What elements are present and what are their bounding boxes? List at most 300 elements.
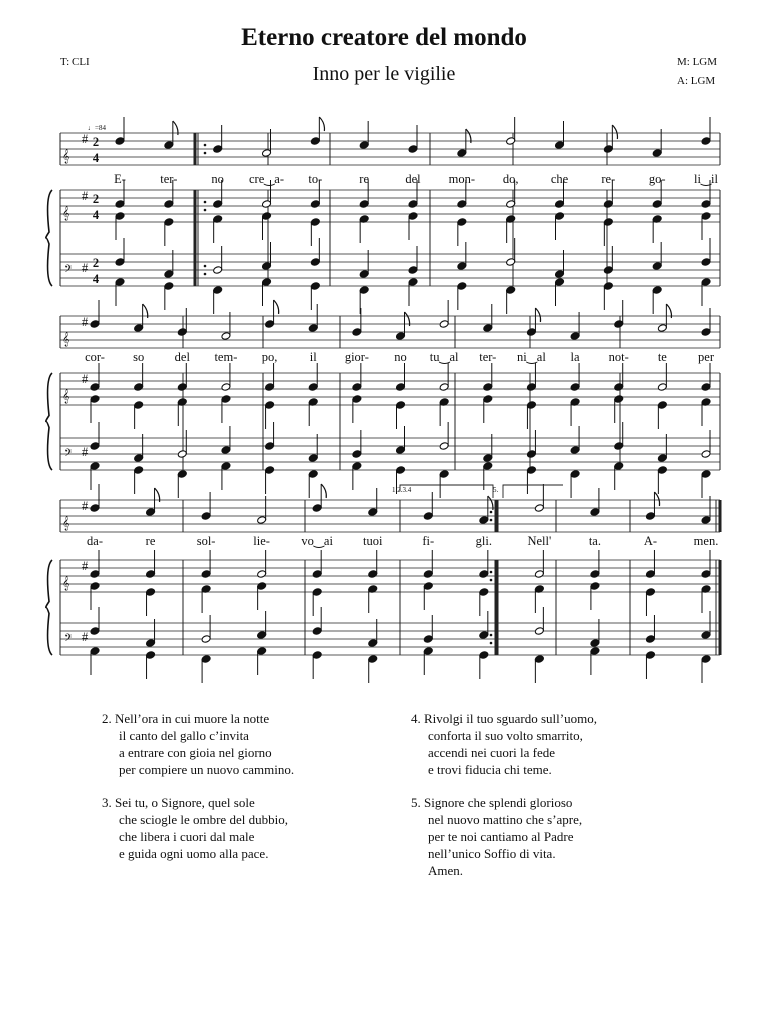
stanza-line: conforta il suo volto smarrito, <box>428 728 583 743</box>
piano-treble-alto-note <box>115 212 125 221</box>
piano-treble-note <box>310 200 320 209</box>
repeat-dot <box>490 579 493 582</box>
voice-note <box>483 324 493 333</box>
piano-bass-note <box>534 655 544 664</box>
repeat-dot <box>490 519 493 522</box>
piano-treble-alto-note <box>134 401 144 410</box>
repeat-dot <box>204 152 207 155</box>
piano-bass-tenor-note <box>506 258 516 267</box>
lyric-syllable: no <box>211 172 224 186</box>
lyric-syllable: not- <box>608 350 629 364</box>
treble-clef-icon: 𝄞 <box>62 206 70 220</box>
lyric-syllable: te <box>657 350 667 364</box>
piano-treble-alto-note <box>265 401 275 410</box>
stanza-line: e trovi fiducia chi teme. <box>428 762 552 777</box>
voice-note <box>652 149 662 158</box>
piano-bass-note <box>262 278 272 287</box>
piano-bass-tenor-note <box>614 442 624 451</box>
piano-treble-note <box>570 383 580 392</box>
piano-treble-alto-note <box>457 218 467 227</box>
piano-bass-tenor-note <box>213 266 223 275</box>
piano-treble-alto-note <box>408 212 418 221</box>
voice-note <box>352 328 362 337</box>
piano-bass-tenor-note <box>534 627 544 636</box>
voice-note <box>590 508 600 517</box>
voice-note <box>221 332 231 341</box>
piano-treble-alto-note <box>657 401 667 410</box>
piano-treble-alto-note <box>312 588 322 597</box>
voice-note <box>614 320 624 329</box>
lyric-syllable: cor- <box>85 350 105 364</box>
piano-treble-note <box>534 570 544 579</box>
piano-bass-note <box>570 470 580 479</box>
piano-treble-note <box>265 383 275 392</box>
lyric-syllable: che <box>550 172 569 186</box>
piano-treble-note <box>614 383 624 392</box>
piano-treble-note <box>146 570 156 579</box>
piano-treble-note <box>483 383 493 392</box>
voice-note <box>312 504 322 513</box>
piano-bass-note <box>701 655 711 664</box>
lyric-syllable: la <box>570 350 580 364</box>
piano-bass-tenor-note <box>257 631 267 640</box>
piano-bass-note <box>701 278 711 287</box>
lyric-syllable: vo‿ai <box>301 534 333 548</box>
piano-treble-note <box>308 383 318 392</box>
lyric-syllable: tem- <box>214 350 238 364</box>
voice-note <box>115 137 125 146</box>
brace <box>46 560 52 655</box>
piano-bass-tenor-note <box>368 639 378 648</box>
piano-bass-note <box>164 282 174 291</box>
piano-treble-note <box>423 570 433 579</box>
lyric-syllable: re <box>145 534 156 548</box>
piano-bass-tenor-note <box>221 446 231 455</box>
piano-bass-note <box>115 278 125 287</box>
volta-1-label: 1.2.3.4 <box>392 486 412 494</box>
piano-bass-tenor-note <box>396 446 406 455</box>
piano-treble-note <box>396 383 406 392</box>
piano-treble-note <box>115 200 125 209</box>
lyric-syllable: re <box>359 172 370 186</box>
piano-bass-note <box>614 462 624 471</box>
piano-bass-tenor-note <box>555 270 565 279</box>
voice-note <box>201 512 211 521</box>
piano-bass-note <box>479 651 489 660</box>
voice-note <box>257 516 267 525</box>
stanza-5 <box>411 794 582 879</box>
bass-clef-icon: 𝄢 <box>64 632 73 646</box>
flag <box>654 492 659 506</box>
voice-note <box>534 504 544 513</box>
time-signature-top: 2 <box>92 135 100 149</box>
voice-note <box>701 516 711 525</box>
voice-note <box>701 137 711 146</box>
piano-bass-note <box>146 651 156 660</box>
piano-bass-tenor-note <box>652 262 662 271</box>
lyric-syllable: ter- <box>160 172 178 186</box>
piano-bass-note <box>590 647 600 656</box>
lyric-syllable: il <box>309 350 317 364</box>
voice-note <box>439 320 449 329</box>
voice-note <box>368 508 378 517</box>
piano-bass-note <box>257 647 267 656</box>
treble-clef-icon: 𝄞 <box>62 516 70 530</box>
piano-bass-tenor-note <box>201 635 211 644</box>
piano-treble-note <box>590 570 600 579</box>
piano-bass-tenor-note <box>423 635 433 644</box>
voice-note <box>479 516 489 525</box>
flag <box>535 308 540 322</box>
piano-treble-note <box>439 383 449 392</box>
stanza-line: che sciogle le ombre del dubbio, <box>119 812 288 827</box>
stanza-line: 5. Signore che splendi glorioso <box>411 795 573 810</box>
piano-treble-note <box>555 200 565 209</box>
treble-clef-icon: 𝄞 <box>62 576 70 590</box>
lyric-syllable: so <box>133 350 145 364</box>
stanza-line: nel nuovo mattino che s’apre, <box>428 812 583 827</box>
piano-treble-note <box>90 383 100 392</box>
piano-bass-tenor-note <box>312 627 322 636</box>
piano-treble-alto-note <box>645 588 655 597</box>
piano-treble-alto-note <box>310 218 320 227</box>
piano-treble-note <box>359 200 369 209</box>
piano-treble-alto-note <box>257 582 267 591</box>
stanza-line: a entrare con gioia nel giorno <box>119 745 272 760</box>
voice-note <box>359 141 369 150</box>
piano-treble-note <box>312 570 322 579</box>
piano-treble-note <box>262 200 272 209</box>
piano-bass-tenor-note <box>310 258 320 267</box>
piano-bass-note <box>439 470 449 479</box>
piano-bass-note <box>308 470 318 479</box>
lyric-syllable: del <box>405 172 421 186</box>
piano-treble-note <box>221 383 231 392</box>
voice-note <box>657 324 667 333</box>
key-signature-sharp-icon: # <box>82 372 89 386</box>
voice-note <box>645 512 655 521</box>
voice-note <box>396 332 406 341</box>
piano-bass-tenor-note <box>603 266 613 275</box>
piano-bass-note <box>506 286 516 295</box>
piano-bass-note <box>201 655 211 664</box>
repeat-dot <box>490 511 493 514</box>
piano-bass-note <box>213 286 223 295</box>
lyric-syllable: men. <box>693 534 719 548</box>
piano-treble-alto-note <box>352 395 362 404</box>
lyric-syllable: to- <box>308 172 323 186</box>
voice-note <box>90 504 100 513</box>
volta-bracket-1 <box>400 485 493 498</box>
piano-treble-note <box>645 570 655 579</box>
key-signature-sharp-icon: # <box>82 132 89 146</box>
piano-bass-tenor-note <box>177 450 187 459</box>
stanza-line: per te noi cantiamo al Padre <box>428 829 574 844</box>
piano-bass-tenor-note <box>457 262 467 271</box>
voice-note <box>90 320 100 329</box>
piano-bass-note <box>221 462 231 471</box>
bass-clef-icon: 𝄢 <box>64 263 73 277</box>
volta-2-label: 5. <box>493 486 499 494</box>
piano-treble-alto-note <box>90 582 100 591</box>
piano-bass-tenor-note <box>408 266 418 275</box>
piano-treble-note <box>213 200 223 209</box>
stanza-line: per compiere un nuovo cammino. <box>119 762 295 777</box>
piano-treble-alto-note <box>262 212 272 221</box>
voice-note <box>134 324 144 333</box>
piano-bass-tenor-note <box>483 454 493 463</box>
piano-treble-note <box>657 383 667 392</box>
voice-note <box>164 141 174 150</box>
lyric-syllable: lie- <box>253 534 270 548</box>
piano-bass-note <box>359 286 369 295</box>
lyric-syllable: A- <box>643 534 658 548</box>
piano-bass-note <box>457 282 467 291</box>
bass-clef-icon: 𝄢 <box>64 447 73 461</box>
time-signature-top: 2 <box>92 192 100 206</box>
piano-bass-tenor-note <box>526 450 536 459</box>
lyric-syllable: li‿il <box>694 172 718 186</box>
piano-bass-tenor-note <box>352 450 362 459</box>
piano-bass-note <box>265 466 275 475</box>
piano-bass-note <box>352 462 362 471</box>
piano-treble-note <box>701 383 711 392</box>
piano-treble-alto-note <box>614 395 624 404</box>
piano-bass-tenor-note <box>164 270 174 279</box>
piano-bass-note <box>657 466 667 475</box>
piano-treble-note <box>201 570 211 579</box>
lyric-syllable: tu‿al <box>429 350 459 364</box>
repeat-dot <box>204 209 207 212</box>
piano-treble-note <box>603 200 613 209</box>
piano-treble-note <box>526 383 536 392</box>
time-signature-bottom: 4 <box>92 151 100 165</box>
piano-treble-note <box>457 200 467 209</box>
stanza-line: 3. Sei tu, o Signore, quel sole <box>102 795 255 810</box>
piano-bass-note <box>408 278 418 287</box>
repeat-dot <box>204 273 207 276</box>
lyric-syllable: re- <box>601 172 616 186</box>
key-signature-sharp-icon: # <box>82 315 89 329</box>
tempo-marking: ♩=84 <box>88 124 106 132</box>
piano-bass-note <box>396 466 406 475</box>
piano-treble-note <box>408 200 418 209</box>
voice-note <box>603 145 613 154</box>
piano-bass-tenor-note <box>265 442 275 451</box>
piano-treble-note <box>368 570 378 579</box>
piano-bass-note <box>90 462 100 471</box>
repeat-dot <box>490 571 493 574</box>
key-signature-sharp-icon: # <box>82 261 89 275</box>
piano-treble-alto-note <box>164 218 174 227</box>
key-signature-sharp-icon: # <box>82 559 89 573</box>
key-signature-sharp-icon: # <box>82 189 89 203</box>
piano-bass-note <box>555 278 565 287</box>
piano-bass-tenor-note <box>90 442 100 451</box>
voice-note <box>265 320 275 329</box>
repeat-dot <box>204 144 207 147</box>
piano-bass-tenor-note <box>146 639 156 648</box>
voice-note <box>526 328 536 337</box>
music-credit: M: LGM <box>677 56 718 68</box>
repeat-dot <box>204 265 207 268</box>
piano-bass-tenor-note <box>701 450 711 459</box>
piano-treble-note <box>164 200 174 209</box>
piano-bass-note <box>423 647 433 656</box>
treble-clef-icon: 𝄞 <box>62 332 70 346</box>
piano-bass-tenor-note <box>262 262 272 271</box>
voice-note <box>146 508 156 517</box>
flag <box>321 484 326 498</box>
repeat-dot <box>490 642 493 645</box>
piano-treble-alto-note <box>423 582 433 591</box>
piano-treble-alto-note <box>221 395 231 404</box>
voice-note <box>213 145 223 154</box>
key-signature-sharp-icon: # <box>82 445 89 459</box>
piano-bass-note <box>526 466 536 475</box>
piano-treble-alto-note <box>146 588 156 597</box>
stanza-line: 4. Rivolgi il tuo sguardo sull’uomo, <box>411 711 597 726</box>
piano-treble-alto-note <box>526 401 536 410</box>
treble-clef-icon: 𝄞 <box>62 389 70 403</box>
piano-treble-alto-note <box>603 218 613 227</box>
piano-treble-note <box>506 200 516 209</box>
piano-treble-note <box>479 570 489 579</box>
piano-bass-tenor-note <box>479 631 489 640</box>
stanza-line: il canto del gallo c’invita <box>119 728 249 743</box>
piano-bass-tenor-note <box>701 258 711 267</box>
key-signature-sharp-icon: # <box>82 630 89 644</box>
stanza-3 <box>102 794 288 862</box>
stanza-line: 2. Nell’ora in cui muore la notte <box>102 711 270 726</box>
voice-note <box>308 324 318 333</box>
piano-bass-note <box>134 466 144 475</box>
piano-treble-note <box>177 383 187 392</box>
voice-note <box>457 149 467 158</box>
repeat-dot <box>204 201 207 204</box>
lyric-syllable: fi- <box>422 534 435 548</box>
piano-bass-note <box>312 651 322 660</box>
piano-treble-alto-note <box>396 401 406 410</box>
piano-bass-note <box>483 462 493 471</box>
lyric-syllable: cre‿a- <box>248 172 285 186</box>
voice-note <box>506 137 516 146</box>
piano-bass-tenor-note <box>657 454 667 463</box>
piano-bass-note <box>652 286 662 295</box>
piano-bass-note <box>90 647 100 656</box>
time-signature-top: 2 <box>92 256 100 270</box>
lyric-syllable: no <box>394 350 407 364</box>
piano-treble-note <box>90 570 100 579</box>
lyric-syllable: sol- <box>196 534 216 548</box>
piano-bass-note <box>603 282 613 291</box>
lyric-syllable: ta. <box>588 534 601 548</box>
lyric-syllable: ni‿al <box>517 350 546 364</box>
stanza-2 <box>102 710 294 778</box>
piano-treble-note <box>257 570 267 579</box>
lyric-syllable: go- <box>648 172 666 186</box>
volta-bracket-2 <box>503 485 563 498</box>
piano-treble-note <box>652 200 662 209</box>
piano-treble-alto-note <box>555 212 565 221</box>
lyric-syllable: del <box>174 350 190 364</box>
time-signature-bottom: 4 <box>92 208 100 222</box>
stanza-line: Amen. <box>428 863 464 878</box>
lyric-syllable: po, <box>261 350 278 364</box>
arrangement-credit: A: LGM <box>677 75 716 87</box>
lyric-syllable: do, <box>502 172 519 186</box>
brace <box>46 190 52 286</box>
hymn-subtitle: Inno per le vigilie <box>312 63 456 85</box>
piano-bass-tenor-note <box>115 258 125 267</box>
voice-note <box>177 328 187 337</box>
piano-treble-alto-note <box>90 395 100 404</box>
stanza-line: accendi nei cuori la fede <box>428 745 556 760</box>
lyric-syllable: da- <box>87 534 103 548</box>
piano-bass-note <box>368 655 378 664</box>
piano-bass-tenor-note <box>359 270 369 279</box>
piano-bass-tenor-note <box>90 627 100 636</box>
flag <box>319 117 324 131</box>
key-signature-sharp-icon: # <box>82 499 89 513</box>
piano-treble-alto-note <box>590 582 600 591</box>
lyric-syllable: Nell' <box>527 534 552 548</box>
piano-bass-note <box>310 282 320 291</box>
voice-note <box>262 149 272 158</box>
stanza-line: e guida ogni uomo alla pace. <box>119 846 269 861</box>
piano-bass-note <box>701 470 711 479</box>
piano-bass-tenor-note <box>308 454 318 463</box>
piano-bass-tenor-note <box>439 442 449 451</box>
time-signature-bottom: 4 <box>92 272 100 286</box>
piano-treble-note <box>701 570 711 579</box>
repeat-dot <box>490 634 493 637</box>
lyric-syllable: ter- <box>479 350 497 364</box>
flag <box>612 125 617 139</box>
piano-treble-alto-note <box>701 212 711 221</box>
treble-clef-icon: 𝄞 <box>62 149 70 163</box>
flag <box>274 300 279 314</box>
hymn-title: Eterno creatore del mondo <box>241 24 527 51</box>
piano-bass-tenor-note <box>590 639 600 648</box>
piano-bass-note <box>645 651 655 660</box>
voice-note <box>423 512 433 521</box>
piano-bass-tenor-note <box>645 635 655 644</box>
brace <box>46 373 52 470</box>
piano-bass-tenor-note <box>134 454 144 463</box>
piano-treble-alto-note <box>483 395 493 404</box>
voice-note <box>555 141 565 150</box>
lyric-syllable: per <box>698 350 714 364</box>
lyric-syllable: tuoi <box>363 534 383 548</box>
voice-note <box>310 137 320 146</box>
voice-note <box>570 332 580 341</box>
lyric-syllable: gior- <box>344 350 369 364</box>
stanza-line: che libera i cuori dal male <box>119 829 255 844</box>
lyric-syllable: E- <box>114 172 126 186</box>
stanza-line: nell’unico Soffio di vita. <box>428 846 556 861</box>
piano-treble-alto-note <box>479 588 489 597</box>
piano-treble-note <box>352 383 362 392</box>
text-credit: T: CLI <box>60 56 90 68</box>
voice-note <box>701 328 711 337</box>
stanza-4 <box>411 710 597 778</box>
lyric-syllable: mon- <box>448 172 476 186</box>
voice-note <box>408 145 418 154</box>
lyric-syllable: gli. <box>475 534 492 548</box>
piano-bass-note <box>177 470 187 479</box>
piano-treble-note <box>134 383 144 392</box>
